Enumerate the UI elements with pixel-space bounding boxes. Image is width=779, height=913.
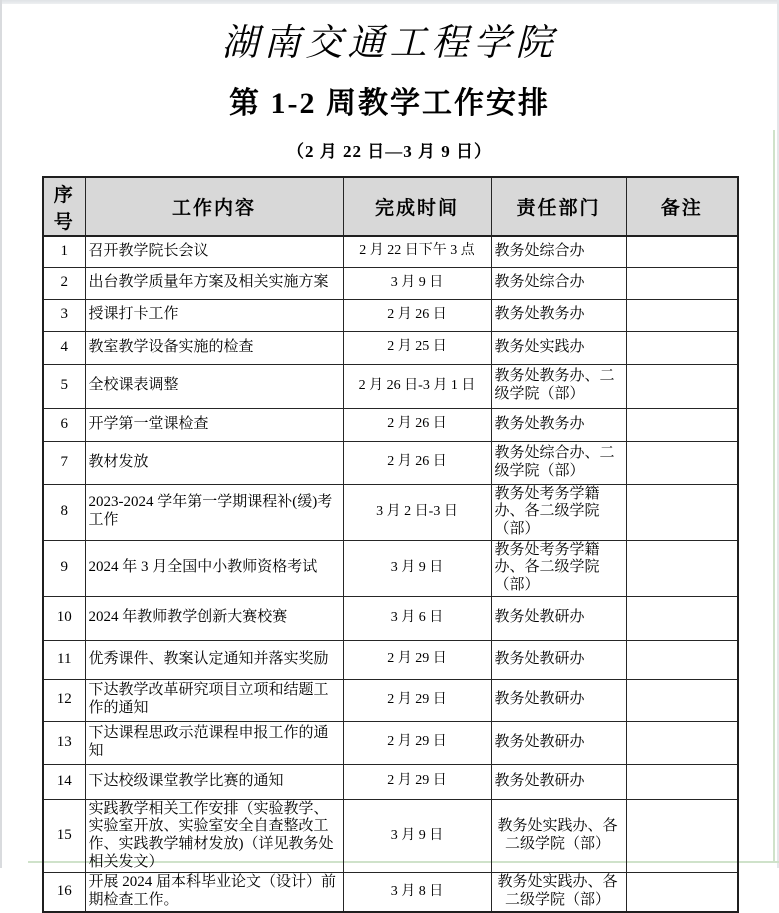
row-work-content: 下达课程思政示范课程申报工作的通知 xyxy=(85,721,343,764)
row-completion-time: 3 月 9 日 xyxy=(343,267,491,299)
row-work-content: 2024 年教师教学创新大赛校赛 xyxy=(85,596,343,640)
row-work-content: 教材发放 xyxy=(85,441,343,484)
row-completion-time: 2 月 29 日 xyxy=(343,721,491,764)
row-completion-time: 2 月 26 日 xyxy=(343,441,491,484)
row-work-content: 2024 年 3 月全国中小教师资格考试 xyxy=(85,540,343,596)
date-range: （2 月 22 日—3 月 9 日） xyxy=(287,142,492,161)
table-row xyxy=(43,299,738,331)
row-completion-time: 3 月 9 日 xyxy=(343,540,491,596)
row-remarks xyxy=(626,484,738,540)
row-serial-number: 5 xyxy=(43,364,85,408)
row-remarks xyxy=(626,236,738,267)
row-work-content: 出台教学质量年方案及相关实施方案 xyxy=(85,267,343,299)
row-serial-number: 16 xyxy=(43,873,85,912)
row-responsible-dept: 教务处教研办 xyxy=(491,679,626,721)
table-row xyxy=(43,540,738,596)
row-work-content: 开学第一堂课检查 xyxy=(85,408,343,441)
row-serial-number: 1 xyxy=(43,236,85,267)
row-responsible-dept: 教务处教研办 xyxy=(491,764,626,799)
row-work-content: 全校课表调整 xyxy=(85,364,343,408)
table-row xyxy=(43,408,738,441)
row-remarks xyxy=(626,267,738,299)
table-row xyxy=(43,764,738,799)
row-serial-number: 6 xyxy=(43,408,85,441)
row-responsible-dept: 教务处教研办 xyxy=(491,721,626,764)
row-serial-number: 11 xyxy=(43,640,85,679)
row-responsible-dept: 教务处实践办、各二级学院（部） xyxy=(491,799,626,873)
row-serial-number: 3 xyxy=(43,299,85,331)
row-serial-number: 13 xyxy=(43,721,85,764)
table-row xyxy=(43,484,738,540)
row-responsible-dept: 教务处实践办、各二级学院（部） xyxy=(491,873,626,912)
row-completion-time: 3 月 6 日 xyxy=(343,596,491,640)
row-completion-time: 2 月 29 日 xyxy=(343,679,491,721)
row-remarks xyxy=(626,873,738,912)
row-remarks xyxy=(626,540,738,596)
header-completion-time: 完成时间 xyxy=(343,177,491,236)
row-work-content: 下达校级课堂教学比赛的通知 xyxy=(85,764,343,799)
row-completion-time: 2 月 26 日 xyxy=(343,299,491,331)
table-row xyxy=(43,679,738,721)
row-serial-number: 14 xyxy=(43,764,85,799)
table-row xyxy=(43,331,738,364)
row-work-content: 实践教学相关工作安排（实验教学、实验室开放、实验室安全自查整改工作、实践教学辅材发放)（详见教务处相关发文） xyxy=(85,799,343,873)
row-responsible-dept: 教务处考务学籍办、各二级学院（部） xyxy=(491,484,626,540)
row-completion-time: 2 月 29 日 xyxy=(343,640,491,679)
row-remarks xyxy=(626,441,738,484)
row-serial-number: 9 xyxy=(43,540,85,596)
row-completion-time: 3 月 9 日 xyxy=(343,799,491,873)
table-row xyxy=(43,236,738,267)
row-remarks xyxy=(626,331,738,364)
row-completion-time: 2 月 25 日 xyxy=(343,331,491,364)
row-remarks xyxy=(626,640,738,679)
row-work-content: 下达教学改革研究项目立项和结题工作的通知 xyxy=(85,679,343,721)
header-remarks: 备注 xyxy=(626,177,738,236)
row-completion-time: 3 月 2 日-3 日 xyxy=(343,484,491,540)
row-remarks xyxy=(626,721,738,764)
row-serial-number: 15 xyxy=(43,799,85,873)
table-row xyxy=(43,799,738,873)
header-work-content: 工作内容 xyxy=(85,177,343,236)
header-responsible-dept: 责任部门 xyxy=(491,177,626,236)
row-serial-number: 12 xyxy=(43,679,85,721)
school-name: 湖南交通工程学院 xyxy=(221,23,558,64)
row-completion-time: 2 月 22 日下午 3 点 xyxy=(343,236,491,267)
row-remarks xyxy=(626,799,738,873)
row-remarks xyxy=(626,364,738,408)
table-row xyxy=(43,441,738,484)
table-row xyxy=(43,873,738,912)
row-serial-number: 8 xyxy=(43,484,85,540)
table-body xyxy=(43,236,738,912)
row-remarks xyxy=(626,679,738,721)
row-responsible-dept: 教务处教务办 xyxy=(491,299,626,331)
row-serial-number: 7 xyxy=(43,441,85,484)
table-row xyxy=(43,640,738,679)
row-responsible-dept: 教务处教务办 xyxy=(491,408,626,441)
row-work-content: 召开教学院长会议 xyxy=(85,236,343,267)
row-remarks xyxy=(626,596,738,640)
table-row xyxy=(43,364,738,408)
row-work-content: 授课打卡工作 xyxy=(85,299,343,331)
row-work-content: 开展 2024 届本科毕业论文（设计）前期检查工作。 xyxy=(85,873,343,912)
row-completion-time: 2 月 26 日 xyxy=(343,408,491,441)
row-responsible-dept: 教务处考务学籍办、各二级学院（部） xyxy=(491,540,626,596)
row-responsible-dept: 教务处综合办 xyxy=(491,267,626,299)
table-row xyxy=(43,721,738,764)
row-serial-number: 4 xyxy=(43,331,85,364)
row-responsible-dept: 教务处综合办、二级学院（部） xyxy=(491,441,626,484)
row-work-content: 优秀课件、教案认定通知并落实奖励 xyxy=(85,640,343,679)
table-header-row xyxy=(43,177,738,236)
row-work-content: 教室教学设备实施的检查 xyxy=(85,331,343,364)
row-responsible-dept: 教务处实践办 xyxy=(491,331,626,364)
document-title: 第 1-2 周教学工作安排 xyxy=(229,87,550,120)
row-responsible-dept: 教务处综合办 xyxy=(491,236,626,267)
table-row xyxy=(43,267,738,299)
header-serial-number: 序号 xyxy=(43,177,85,236)
row-serial-number: 2 xyxy=(43,267,85,299)
schedule-table xyxy=(42,176,739,913)
table-row xyxy=(43,596,738,640)
row-responsible-dept: 教务处教务办、二级学院（部） xyxy=(491,364,626,408)
row-completion-time: 2 月 26 日-3 月 1 日 xyxy=(343,364,491,408)
row-work-content: 2023-2024 学年第一学期课程补(缓)考工作 xyxy=(85,484,343,540)
row-completion-time: 2 月 29 日 xyxy=(343,764,491,799)
row-remarks xyxy=(626,408,738,441)
row-responsible-dept: 教务处教研办 xyxy=(491,640,626,679)
row-remarks xyxy=(626,299,738,331)
row-responsible-dept: 教务处教研办 xyxy=(491,596,626,640)
row-serial-number: 10 xyxy=(43,596,85,640)
row-completion-time: 3 月 8 日 xyxy=(343,873,491,912)
row-remarks xyxy=(626,764,738,799)
